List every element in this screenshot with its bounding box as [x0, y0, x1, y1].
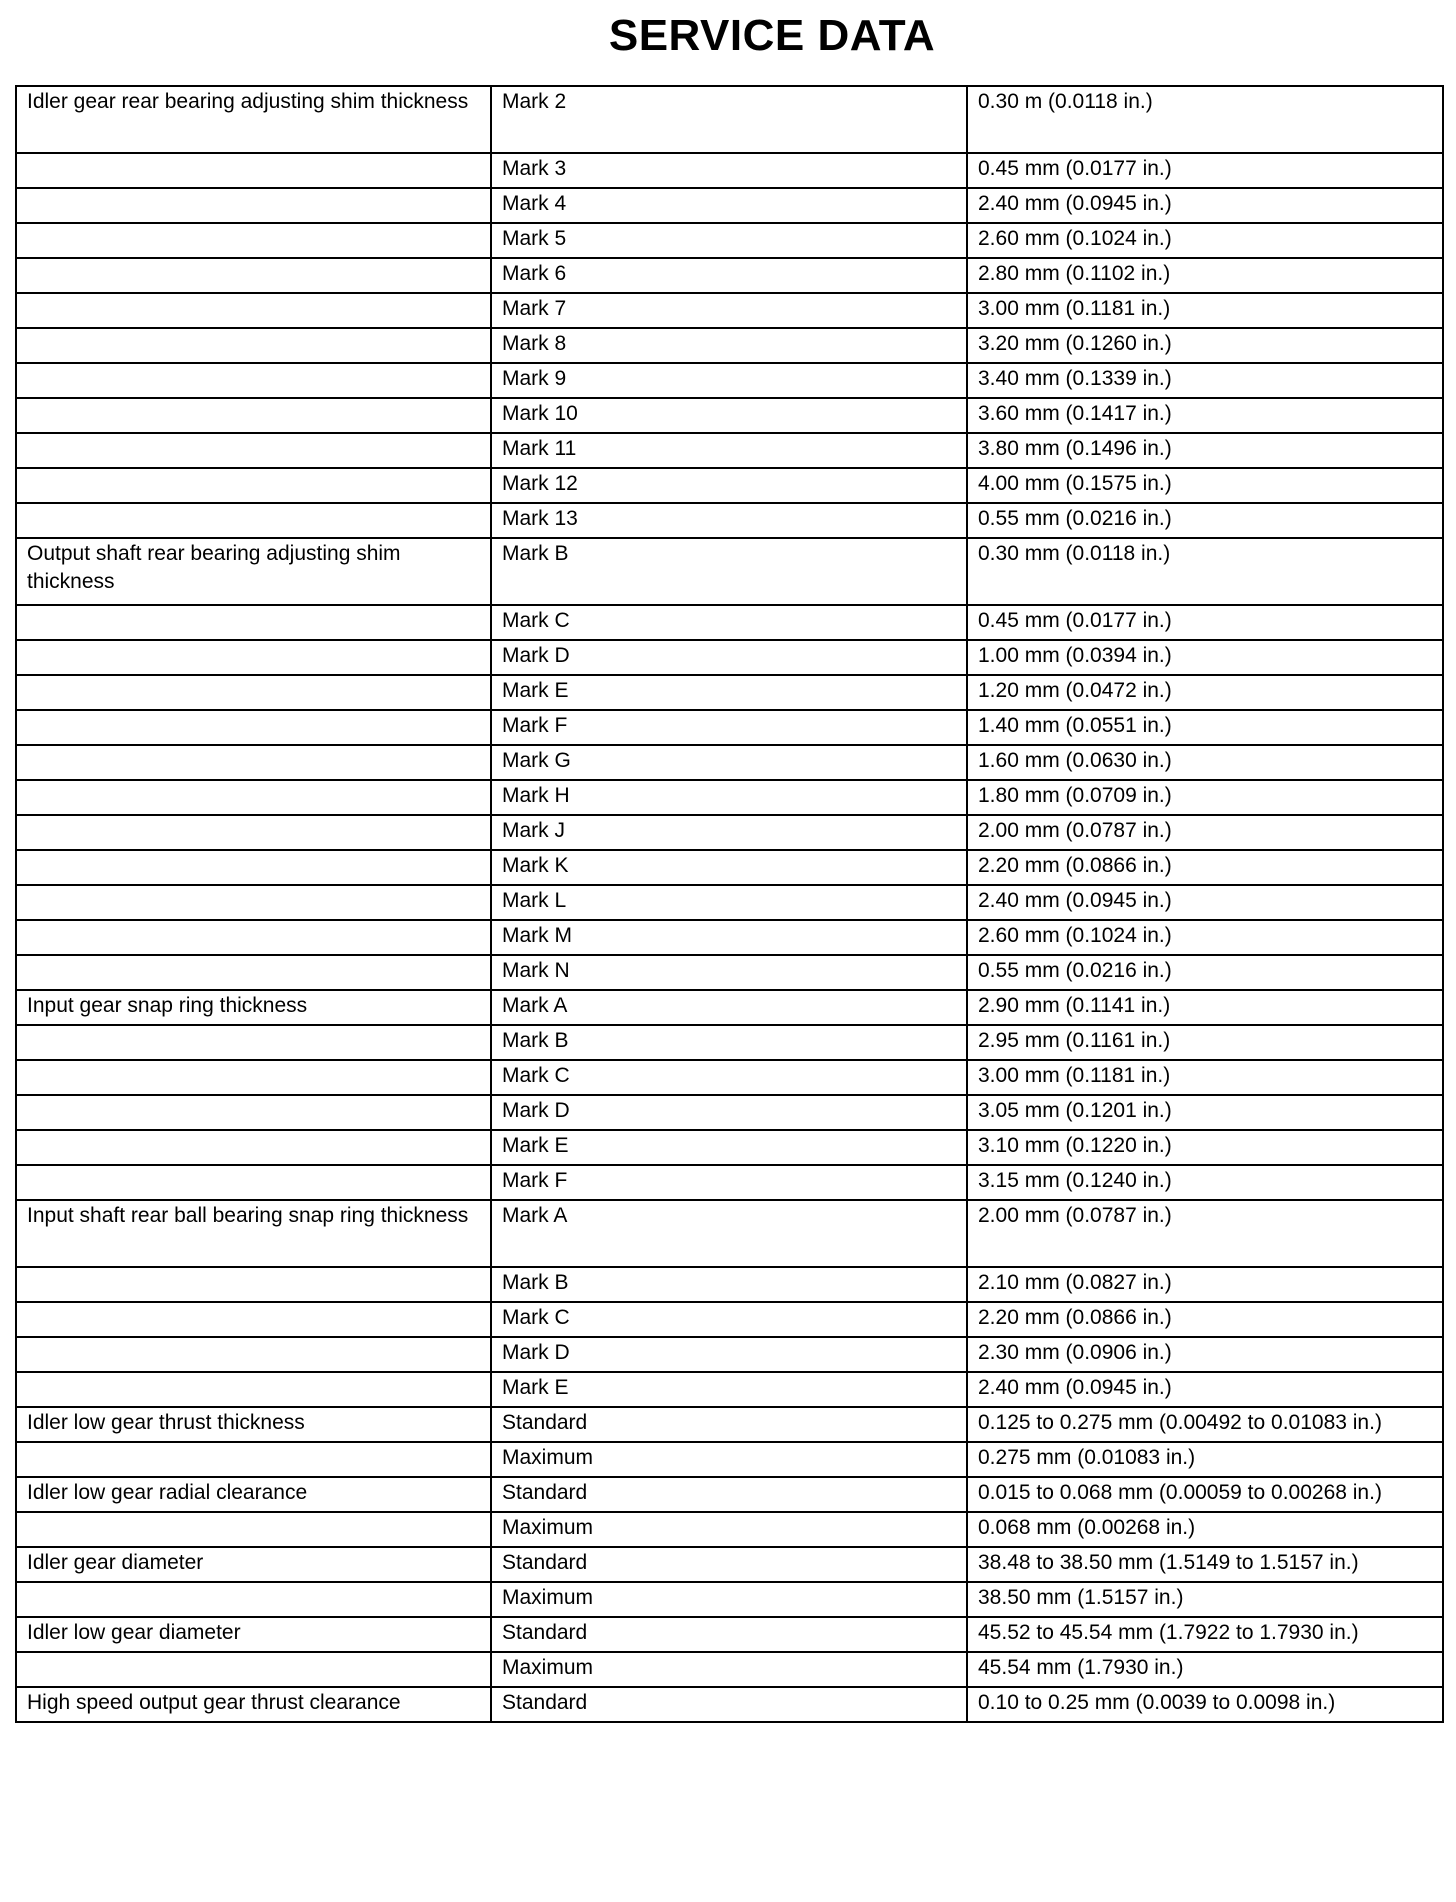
- spec-cell: Maximum: [491, 1442, 967, 1477]
- spec-cell: Mark 2: [491, 86, 967, 153]
- item-cell: [16, 1372, 491, 1407]
- value-cell: 45.54 mm (1.7930 in.): [967, 1652, 1443, 1687]
- spec-cell: Mark L: [491, 885, 967, 920]
- spec-cell: Mark M: [491, 920, 967, 955]
- value-cell: 2.95 mm (0.1161 in.): [967, 1025, 1443, 1060]
- table-row: [16, 1130, 1443, 1165]
- spec-cell: Mark F: [491, 1165, 967, 1200]
- table-row: [16, 1442, 1443, 1477]
- table-row: [16, 815, 1443, 850]
- item-cell: [16, 920, 491, 955]
- table-row: [16, 1582, 1443, 1617]
- value-cell: 3.20 mm (0.1260 in.): [967, 328, 1443, 363]
- value-cell: 0.55 mm (0.0216 in.): [967, 955, 1443, 990]
- item-cell: Idler low gear thrust thickness: [16, 1407, 491, 1442]
- spec-cell: Mark H: [491, 780, 967, 815]
- item-cell: [16, 675, 491, 710]
- value-cell: 3.80 mm (0.1496 in.): [967, 433, 1443, 468]
- value-cell: 1.80 mm (0.0709 in.): [967, 780, 1443, 815]
- table-row: [16, 850, 1443, 885]
- table-row: [16, 258, 1443, 293]
- item-cell: [16, 955, 491, 990]
- table-row: [16, 1267, 1443, 1302]
- item-cell: [16, 398, 491, 433]
- value-cell: 2.00 mm (0.0787 in.): [967, 815, 1443, 850]
- item-cell: [16, 1165, 491, 1200]
- value-cell: 3.05 mm (0.1201 in.): [967, 1095, 1443, 1130]
- spec-cell: Mark C: [491, 1060, 967, 1095]
- spec-cell: Mark 9: [491, 363, 967, 398]
- table-row: [16, 1652, 1443, 1687]
- table-row: [16, 885, 1443, 920]
- page-title: SERVICE DATA: [608, 11, 936, 60]
- value-cell: 2.20 mm (0.0866 in.): [967, 850, 1443, 885]
- spec-cell: Mark D: [491, 640, 967, 675]
- item-cell: [16, 153, 491, 188]
- spec-cell: Mark E: [491, 1130, 967, 1165]
- value-cell: 2.90 mm (0.1141 in.): [967, 990, 1443, 1025]
- value-cell: 38.48 to 38.50 mm (1.5149 to 1.5157 in.): [967, 1547, 1443, 1582]
- value-cell: 2.00 mm (0.0787 in.): [967, 1200, 1443, 1267]
- value-cell: 3.60 mm (0.1417 in.): [967, 398, 1443, 433]
- table-row: [16, 153, 1443, 188]
- spec-cell: Mark 6: [491, 258, 967, 293]
- spec-cell: Mark 12: [491, 468, 967, 503]
- item-cell: [16, 885, 491, 920]
- service-data-table: [15, 85, 1444, 1723]
- table-row: [16, 363, 1443, 398]
- table-row: [16, 745, 1443, 780]
- item-cell: [16, 293, 491, 328]
- value-cell: 2.30 mm (0.0906 in.): [967, 1337, 1443, 1372]
- item-cell: [16, 1582, 491, 1617]
- spec-cell: Mark D: [491, 1095, 967, 1130]
- table-row: [16, 1512, 1443, 1547]
- spec-cell: Maximum: [491, 1652, 967, 1687]
- table-row: [16, 328, 1443, 363]
- spec-cell: Standard: [491, 1407, 967, 1442]
- spec-cell: Mark D: [491, 1337, 967, 1372]
- value-cell: 2.10 mm (0.0827 in.): [967, 1267, 1443, 1302]
- table-row: [16, 1547, 1443, 1582]
- table-row: [16, 640, 1443, 675]
- spec-cell: Mark B: [491, 1267, 967, 1302]
- value-cell: 0.55 mm (0.0216 in.): [967, 503, 1443, 538]
- spec-cell: Standard: [491, 1477, 967, 1512]
- value-cell: 3.40 mm (0.1339 in.): [967, 363, 1443, 398]
- value-cell: 0.125 to 0.275 mm (0.00492 to 0.01083 in.): [967, 1407, 1443, 1442]
- spec-cell: Mark 8: [491, 328, 967, 363]
- value-cell: 2.60 mm (0.1024 in.): [967, 920, 1443, 955]
- item-cell: [16, 433, 491, 468]
- spec-cell: Maximum: [491, 1512, 967, 1547]
- spec-cell: Standard: [491, 1617, 967, 1652]
- table-row: [16, 1372, 1443, 1407]
- spec-cell: Maximum: [491, 1582, 967, 1617]
- item-cell: [16, 710, 491, 745]
- item-cell: [16, 468, 491, 503]
- value-cell: 3.00 mm (0.1181 in.): [967, 293, 1443, 328]
- spec-cell: Mark N: [491, 955, 967, 990]
- spec-cell: Mark 13: [491, 503, 967, 538]
- item-cell: [16, 188, 491, 223]
- table-row: [16, 1687, 1443, 1722]
- value-cell: 0.068 mm (0.00268 in.): [967, 1512, 1443, 1547]
- spec-cell: Mark 3: [491, 153, 967, 188]
- spec-cell: Mark 5: [491, 223, 967, 258]
- value-cell: 0.30 m (0.0118 in.): [967, 86, 1443, 153]
- item-cell: [16, 258, 491, 293]
- item-cell: [16, 363, 491, 398]
- item-cell: [16, 1652, 491, 1687]
- table-row: [16, 433, 1443, 468]
- table-row: [16, 398, 1443, 433]
- item-cell: Idler low gear radial clearance: [16, 1477, 491, 1512]
- value-cell: 45.52 to 45.54 mm (1.7922 to 1.7930 in.): [967, 1617, 1443, 1652]
- spec-cell: Mark A: [491, 1200, 967, 1267]
- value-cell: 0.015 to 0.068 mm (0.00059 to 0.00268 in.): [967, 1477, 1443, 1512]
- table-row: [16, 990, 1443, 1025]
- value-cell: 1.40 mm (0.0551 in.): [967, 710, 1443, 745]
- spec-cell: Mark K: [491, 850, 967, 885]
- value-cell: 0.10 to 0.25 mm (0.0039 to 0.0098 in.): [967, 1687, 1443, 1722]
- value-cell: 2.60 mm (0.1024 in.): [967, 223, 1443, 258]
- value-cell: 3.10 mm (0.1220 in.): [967, 1130, 1443, 1165]
- value-cell: 0.30 mm (0.0118 in.): [967, 538, 1443, 605]
- item-cell: [16, 780, 491, 815]
- spec-cell: Standard: [491, 1547, 967, 1582]
- item-cell: [16, 1512, 491, 1547]
- value-cell: 2.20 mm (0.0866 in.): [967, 1302, 1443, 1337]
- item-cell: [16, 503, 491, 538]
- table-row: [16, 675, 1443, 710]
- spec-cell: Mark 10: [491, 398, 967, 433]
- item-cell: Output shaft rear bearing adjusting shim thickness: [16, 538, 491, 605]
- item-cell: [16, 815, 491, 850]
- spec-cell: Mark 4: [491, 188, 967, 223]
- value-cell: 3.15 mm (0.1240 in.): [967, 1165, 1443, 1200]
- value-cell: 1.60 mm (0.0630 in.): [967, 745, 1443, 780]
- spec-cell: Mark C: [491, 1302, 967, 1337]
- item-cell: [16, 745, 491, 780]
- table-row: [16, 1302, 1443, 1337]
- value-cell: 4.00 mm (0.1575 in.): [967, 468, 1443, 503]
- spec-cell: Mark B: [491, 538, 967, 605]
- item-cell: Input shaft rear ball bearing snap ring thickness: [16, 1200, 491, 1267]
- item-cell: Idler gear rear bearing adjusting shim thickness: [16, 86, 491, 153]
- table-row: [16, 293, 1443, 328]
- service-data-table-body: [16, 86, 1443, 1722]
- spec-cell: Mark E: [491, 1372, 967, 1407]
- spec-cell: Mark C: [491, 605, 967, 640]
- table-row: [16, 710, 1443, 745]
- spec-cell: Mark E: [491, 675, 967, 710]
- value-cell: 2.40 mm (0.0945 in.): [967, 188, 1443, 223]
- item-cell: [16, 1337, 491, 1372]
- value-cell: 2.80 mm (0.1102 in.): [967, 258, 1443, 293]
- item-cell: Input gear snap ring thickness: [16, 990, 491, 1025]
- item-cell: [16, 328, 491, 363]
- table-row: [16, 1337, 1443, 1372]
- table-row: [16, 1165, 1443, 1200]
- value-cell: 0.275 mm (0.01083 in.): [967, 1442, 1443, 1477]
- item-cell: [16, 640, 491, 675]
- table-row: [16, 1060, 1443, 1095]
- spec-cell: Mark A: [491, 990, 967, 1025]
- item-cell: High speed output gear thrust clearance: [16, 1687, 491, 1722]
- table-row: [16, 503, 1443, 538]
- table-row: [16, 1617, 1443, 1652]
- table-row: [16, 1477, 1443, 1512]
- item-cell: [16, 850, 491, 885]
- spec-cell: Mark G: [491, 745, 967, 780]
- table-row: [16, 780, 1443, 815]
- item-cell: [16, 223, 491, 258]
- table-row: [16, 538, 1443, 605]
- table-row: [16, 468, 1443, 503]
- spec-cell: Standard: [491, 1687, 967, 1722]
- item-cell: [16, 605, 491, 640]
- table-row: [16, 955, 1443, 990]
- value-cell: 0.45 mm (0.0177 in.): [967, 605, 1443, 640]
- value-cell: 38.50 mm (1.5157 in.): [967, 1582, 1443, 1617]
- table-row: [16, 1095, 1443, 1130]
- table-row: [16, 223, 1443, 258]
- spec-cell: Mark 7: [491, 293, 967, 328]
- table-row: [16, 920, 1443, 955]
- spec-cell: Mark F: [491, 710, 967, 745]
- value-cell: 1.20 mm (0.0472 in.): [967, 675, 1443, 710]
- spec-cell: Mark 11: [491, 433, 967, 468]
- item-cell: [16, 1442, 491, 1477]
- table-row: [16, 86, 1443, 153]
- spec-cell: Mark B: [491, 1025, 967, 1060]
- spec-cell: Mark J: [491, 815, 967, 850]
- value-cell: 2.40 mm (0.0945 in.): [967, 1372, 1443, 1407]
- item-cell: [16, 1060, 491, 1095]
- table-row: [16, 605, 1443, 640]
- item-cell: Idler low gear diameter: [16, 1617, 491, 1652]
- item-cell: [16, 1095, 491, 1130]
- table-row: [16, 1407, 1443, 1442]
- item-cell: Idler gear diameter: [16, 1547, 491, 1582]
- value-cell: 1.00 mm (0.0394 in.): [967, 640, 1443, 675]
- value-cell: 2.40 mm (0.0945 in.): [967, 885, 1443, 920]
- table-row: [16, 188, 1443, 223]
- item-cell: [16, 1130, 491, 1165]
- table-row: [16, 1025, 1443, 1060]
- item-cell: [16, 1302, 491, 1337]
- value-cell: 3.00 mm (0.1181 in.): [967, 1060, 1443, 1095]
- value-cell: 0.45 mm (0.0177 in.): [967, 153, 1443, 188]
- item-cell: [16, 1025, 491, 1060]
- item-cell: [16, 1267, 491, 1302]
- table-row: [16, 1200, 1443, 1267]
